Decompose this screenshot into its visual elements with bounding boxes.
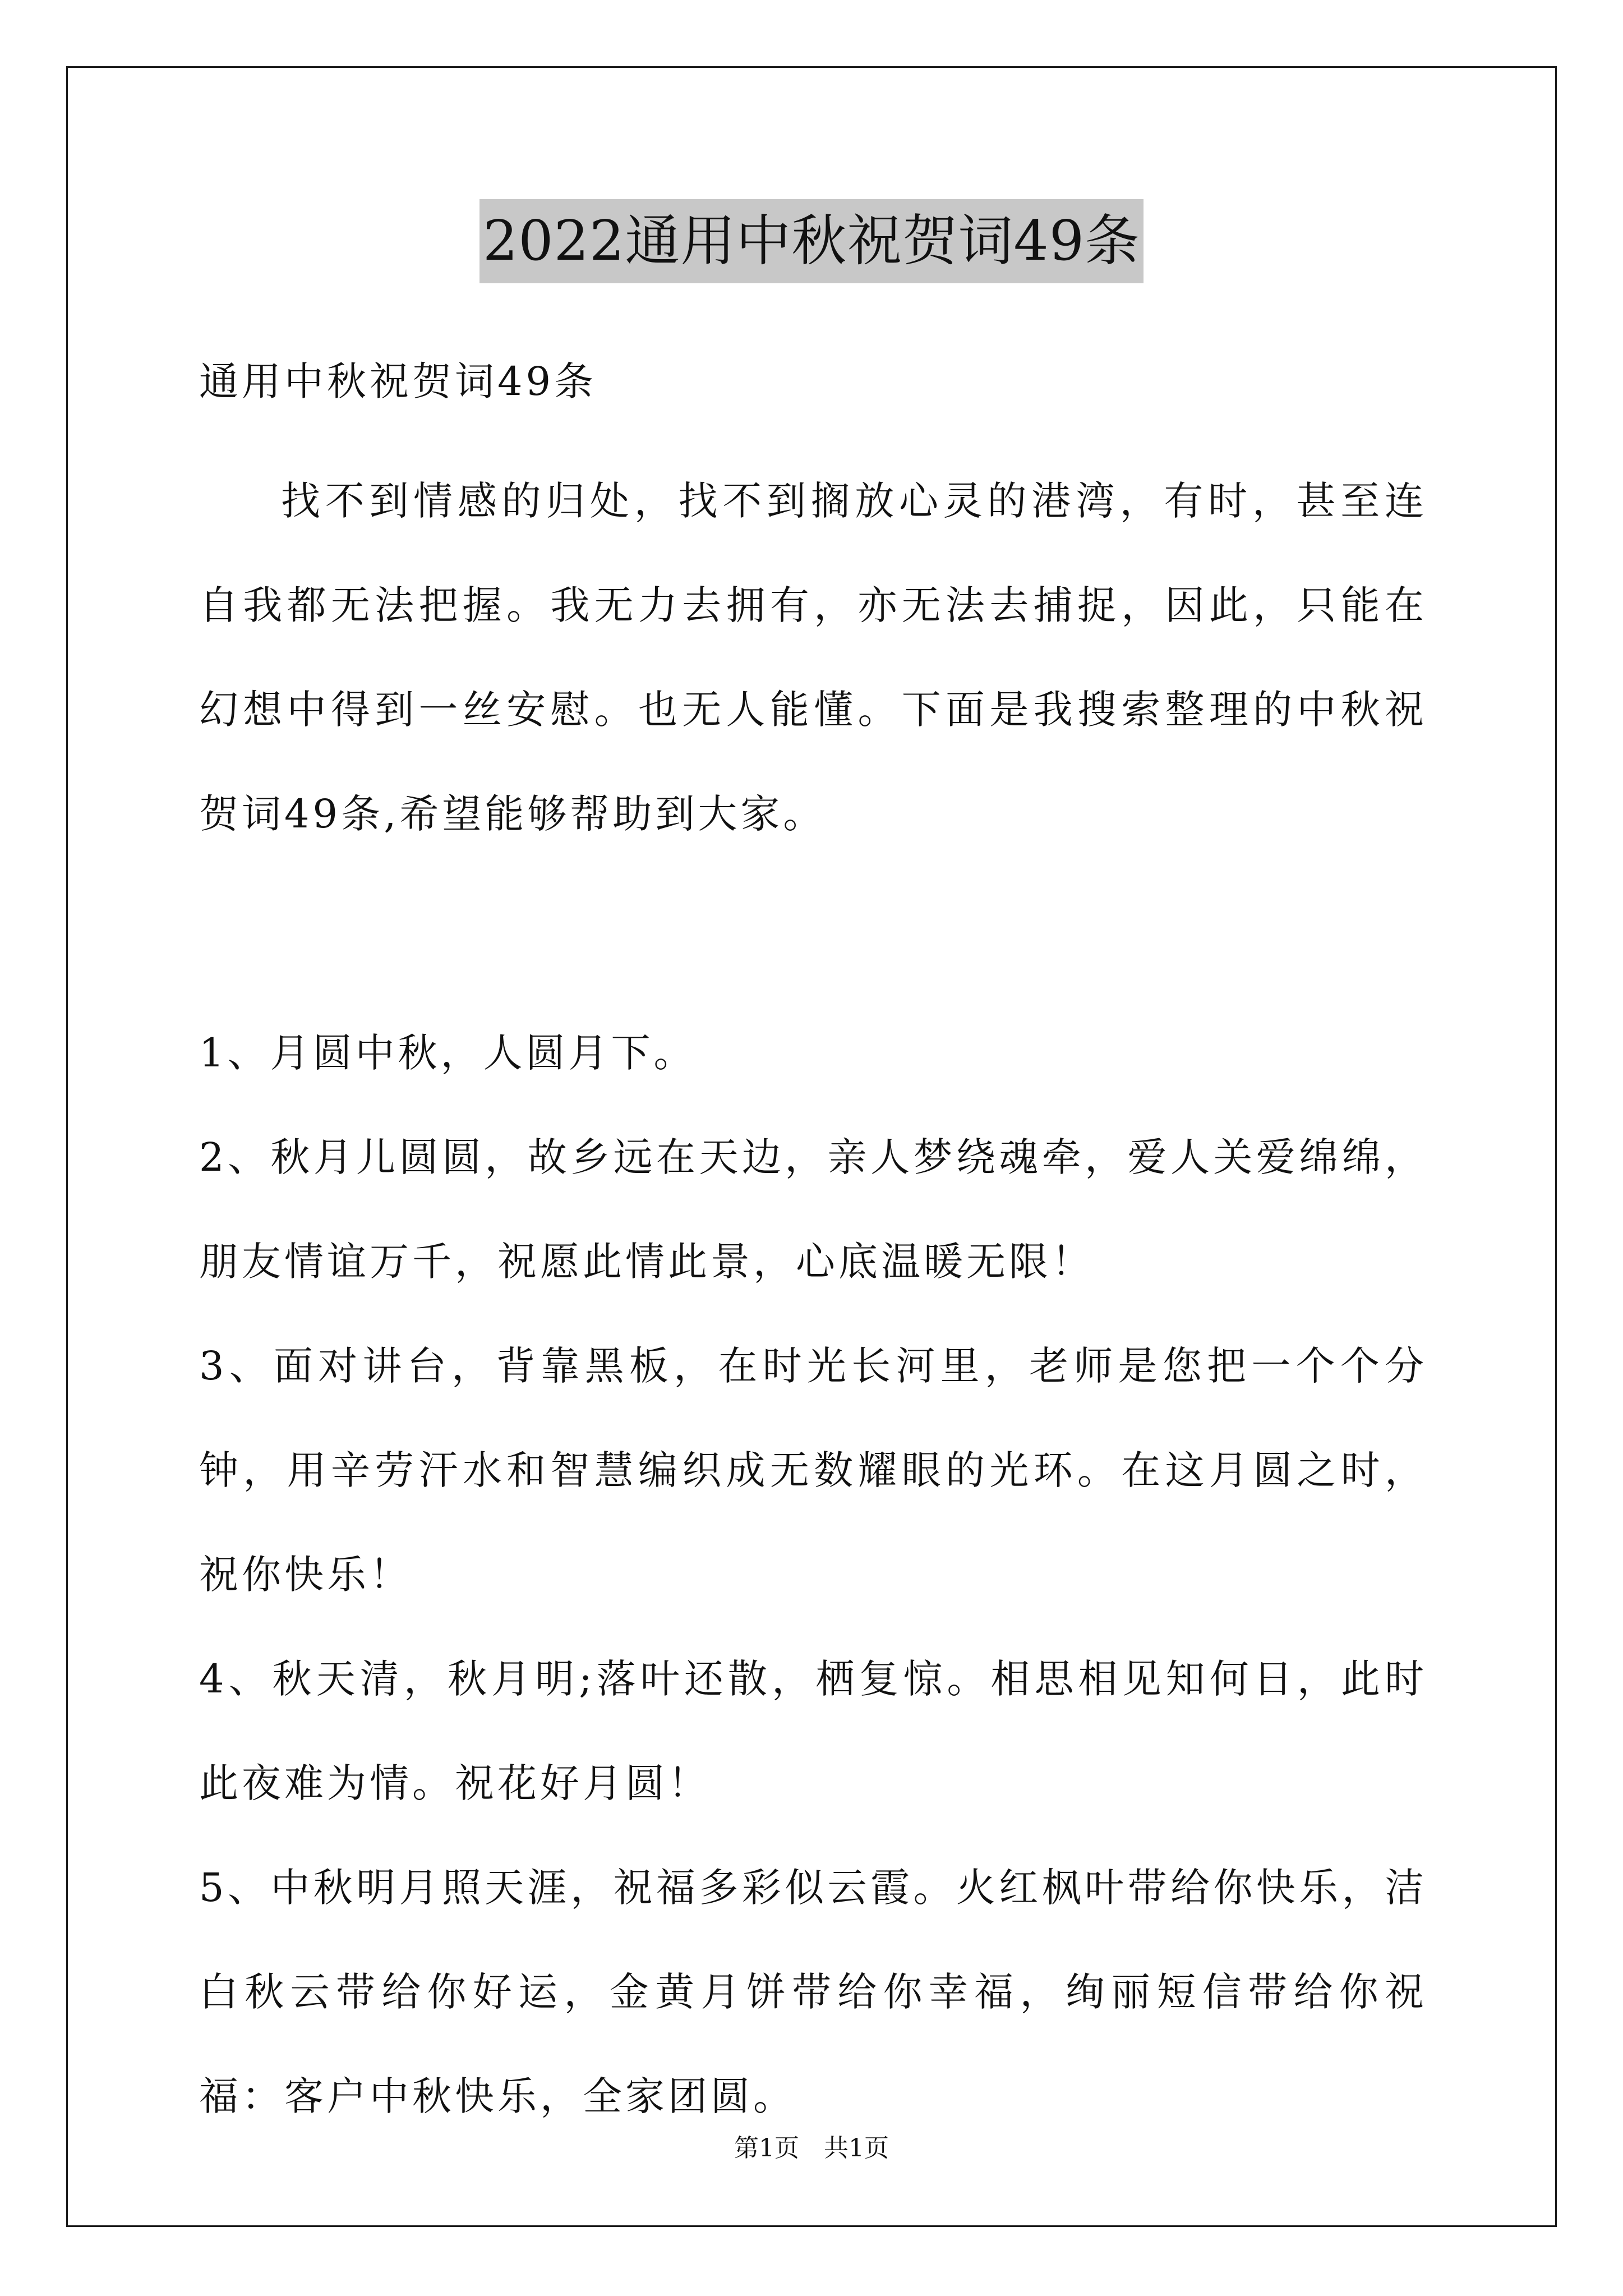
page-footer: 第1页 共1页 (734, 2134, 889, 2162)
list-item: 3、面对讲台，背靠黑板，在时光长河里，老师是您把一个个分钟，用辛劳汗水和智慧编织成无数耀眼的光环。在这月圆之时，祝你快乐！ (199, 1343, 1427, 1598)
list-item: 2、秋月儿圆圆，故乡远在天边，亲人梦绕魂牵，爱人关爱绵绵，朋友情谊万千，祝愿此情此景，心底温暖无限！ (199, 1134, 1427, 1285)
document-subtitle: 通用中秋祝贺词49条 (199, 358, 597, 404)
list-item: 4、秋天清，秋月明;落叶还散，栖复惊。相思相见知何日，此时此夜难为情。祝花好月圆！ (199, 1656, 1427, 1806)
document-title: 2022通用中秋祝贺词49条 (479, 199, 1144, 283)
document-body (199, 345, 1427, 2148)
list-item: 1、月圆中秋，人圆月下。 (199, 1030, 697, 1076)
title-container (0, 199, 1623, 283)
greeting-list (199, 1001, 1427, 2148)
intro-paragraph: 找不到情感的归处，找不到搁放心灵的港湾，有时，甚至连自我都无法把握。我无力去拥有，亦无法去捕捉，因此，只能在幻想中得到一丝安慰。也无人能懂。下面是我搜索整理的中秋祝贺词49条,希望能够帮助到大家。 (199, 478, 1427, 837)
list-item: 5、中秋明月照天涯，祝福多彩似云霞。火红枫叶带给你快乐，洁白秋云带给你好运，金黄月饼带给你幸福，绚丽短信带给你祝福：客户中秋快乐，全家团圆。 (199, 1865, 1427, 2119)
